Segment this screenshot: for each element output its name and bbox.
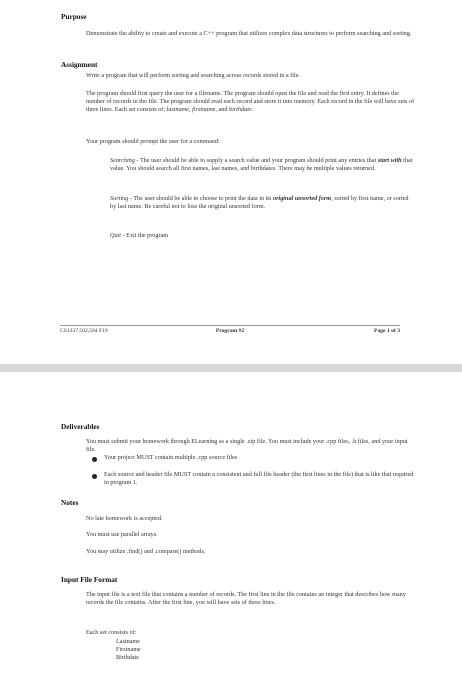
purpose-heading: Purpose [61,12,87,21]
quit-description: Quit - Exit the program [110,232,169,239]
notes-heading: Notes [61,498,79,507]
document-page-2 [0,372,462,700]
input-file-format-heading: Input File Format [61,575,118,584]
deliverables-bullet-2: Each source and header file MUST contain a consistent and full file header (the first lines in the file) that is like that required in program 1. [104,471,414,486]
bullet-icon [92,457,97,462]
assignment-command-prompt: Your program should prompt the user for a command: [86,138,220,145]
searching-description: Searching - The user should be able to supply a search value and your program should print any entries that start with that value. You should search all first names, last names, and birthdates. There may be multiple values returned. [110,157,413,172]
footer-page-number: Page 1 of 3 [374,328,400,334]
note-parallel-arrays: You must use parallel arrays. [86,531,158,538]
bullet-icon [92,474,97,479]
assignment-intro: Write a program that will perform sorting and searching across records stored in a file. [86,72,301,79]
assignment-file-description: The program should first query the user for a filename. The program should open the file and read the first entry. It defines the number of records in the file. The program should read each record and store it into memory. Each record in the file will have sets of three lines. Each set consists of: lastname, firstname, and birthdate. [86,90,415,113]
deliverables-text: You must submit your homework through ELearning as a single .zip file. You must include your .cpp files, .h files, and your input file. [86,438,408,453]
set-item-firstname: Firstname [116,646,141,653]
footer-program-title: Program #2 [215,328,245,334]
footer-course-code: CS1337.502,504 F19 [60,328,108,334]
note-methods: You may utilize .find() and .compare() methods. [86,548,206,555]
note-late-homework: No late homework is accepted. [86,515,163,522]
deliverables-heading: Deliverables [61,422,100,431]
set-item-lastname: Lastname [116,638,141,645]
set-intro: Each set consists of: [86,629,137,636]
input-file-format-text: The input file is a text file that contains a number of records. The first line in the file contains an integer that describes how many records the file contains. After the first line, you will have sets of three lines. [86,591,406,606]
purpose-text: Demonstrate the ability to create and execute a C++ program that utilizes complex data structures to perform searching and sorting. [86,30,412,37]
deliverables-bullet-1: Your project MUST contain multiple .cpp source files [104,454,238,461]
assignment-heading: Assignment [61,60,98,69]
set-item-birthdate: Birthdate [116,654,140,661]
footer-divider [60,325,400,326]
page-footer [60,328,400,338]
sorting-description: Sorting - The user should be able to choose to print the data in its original unsorted form, sorted by first name, or sorted by last name. Be careful not to lose the original unsorted form. [110,195,409,210]
